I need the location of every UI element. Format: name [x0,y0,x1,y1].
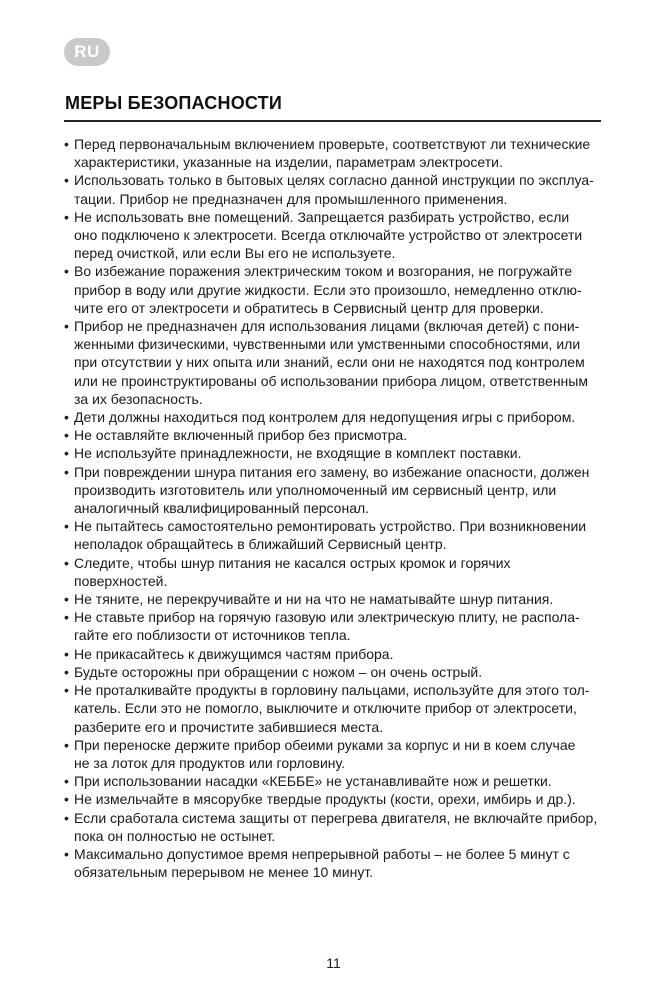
title-underline [64,120,601,122]
safety-rule-text-line: тации. Прибор не предназначен для промышленного применения. [74,190,508,207]
safety-rule-text-line: Не проталкивайте продукты в горловину пальцами, используйте для этого тол- [74,682,590,699]
bullet-icon: • [64,554,69,571]
safety-rule-text-line: Не измельчайте в мясорубке твердые продукты (кости, орехи, имбирь и др.). [74,791,576,808]
safety-rule-text-line: Не используйте принадлежности, не входящие в комплект поставки. [74,445,522,462]
bullet-icon: • [64,682,69,699]
safety-rule-item [64,171,609,207]
safety-rule-text-line: Следите, чтобы шнур питания не касался острых кромок и горячих [74,554,511,571]
bullet-icon: • [64,263,69,280]
safety-rule-item [64,554,609,590]
safety-rule-text-line: пока он полностью не остынет. [74,827,276,844]
bullet-icon: • [64,645,69,662]
safety-rule-text-line: обязательным перерывом не менее 10 минут. [74,864,374,881]
bullet-icon: • [64,172,69,189]
bullet-icon: • [64,845,69,862]
safety-rules-list [64,135,609,881]
safety-rule-text-line: Перед первоначальным включением проверьте, соответствуют ли технические [74,136,591,152]
safety-rule-text-line: оно подключено к электросети. Всегда отключайте устройство от электросети [74,227,583,244]
safety-rule-text-line: Будьте осторожны при обращении с ножом – он очень острый. [74,663,483,680]
bullet-icon: • [64,409,69,426]
bullet-icon: • [64,791,69,808]
safety-rule-text-line: при отсутствии у них опыта или знаний, если они не находятся под контролем [74,354,585,371]
page-number: 11 [326,955,341,971]
safety-rule-item [64,135,609,171]
safety-rule-item [64,517,609,553]
safety-rule-text-line: чите его от электросети и обратитесь в Сервисный центр для проверки. [74,299,544,316]
bullet-icon: • [64,318,69,335]
safety-rule-item [64,262,609,317]
safety-rule-item [64,845,609,881]
safety-rule-item [64,772,609,790]
safety-rule-item [64,408,609,426]
bullet-icon: • [64,773,69,790]
safety-rule-text-line: Не использовать вне помещений. Запрещается разбирать устройство, если [74,208,570,225]
safety-rule-text-line: Не ставьте прибор на горячую газовую или электрическую плиту, не распола- [74,609,580,626]
safety-rule-text-line: за их безопасность. [74,390,203,407]
safety-rule-text-line: Прибор не предназначен для использования лицами (включая детей) с пони- [74,318,580,335]
safety-rule-item [64,681,609,736]
safety-rule-item [64,663,609,681]
safety-rule-text-line: гайте его поблизости от источников тепла. [74,627,351,644]
safety-rule-text-line: разберите его и прочистите забившиеся места. [74,718,384,735]
safety-rule-text-line: аналогичный квалифицированный персонал. [74,500,370,517]
safety-rule-text-line: Дети должны находиться под контролем для недопущения игры с прибором. [74,409,576,426]
safety-rule-item [64,809,609,845]
safety-rule-item [64,463,609,518]
safety-rule-text-line: производить изготовитель или уполномоченный им сервисный центр, или [74,481,557,498]
safety-rule-text-line: Не оставляйте включенный прибор без присмотра. [74,427,408,444]
safety-rule-text-line: прибор в воду или другие жидкости. Если это произошло, немедленно отклю- [74,281,582,298]
safety-rule-text-line: неполадок обращайтесь в ближайший Сервисный центр. [74,536,447,553]
page-title: МЕРЫ БЕЗОПАСНОСТИ [65,93,282,113]
safety-rule-text-line: поверхностей. [74,572,168,589]
safety-rule-item [64,645,609,663]
safety-rule-item [64,790,609,808]
safety-rule-text-line: характеристики, указанные на изделии, параметрам электросети. [74,154,503,171]
bullet-icon: • [64,427,69,444]
safety-rule-item [64,444,609,462]
safety-rule-text-line: или не проинструктированы об использовании прибора лицом, ответственным [74,372,588,389]
safety-rule-text-line: перед очисткой, или если Вы его не используете. [74,245,396,262]
safety-rule-item [64,590,609,608]
safety-rule-item [64,608,609,644]
bullet-icon: • [64,136,69,152]
safety-rule-text-line: Во избежание поражения электрическим током и возгорания, не погружайте [74,263,573,280]
language-badge: RU [64,38,110,66]
bullet-icon: • [64,445,69,462]
safety-rule-text-line: женными физическими, чувственными или умственными способностями, или [74,336,581,353]
safety-rule-item [64,736,609,772]
safety-rule-text-line: Максимально допустимое время непрерывной работы – не более 5 минут с [74,845,570,862]
bullet-icon: • [64,809,69,826]
safety-rule-text-line: не за лоток для продуктов или горловину. [74,754,346,771]
safety-rule-text-line: При переноске держите прибор обеими руками за корпус и ни в коем случае [74,736,576,753]
bullet-icon: • [64,736,69,753]
safety-rule-text-line: При повреждении шнура питания его замену, во избежание опасности, должен [74,463,590,480]
safety-rule-item [64,208,609,263]
safety-rule-text-line: Не тяните, не перекручивайте и ни на что не наматывайте шнур питания. [74,591,554,608]
bullet-icon: • [64,463,69,480]
safety-rule-item [64,426,609,444]
safety-rule-text-line: Не прикасайтесь к движущимся частям прибора. [74,645,394,662]
bullet-icon: • [64,591,69,608]
bullet-icon: • [64,663,69,680]
safety-rule-text-line: Не пытайтесь самостоятельно ремонтировать устройство. При возникновении [74,518,587,535]
safety-rule-text-line: Если сработала система защиты от перегрева двигателя, не включайте прибор, [74,809,598,826]
bullet-icon: • [64,609,69,626]
safety-rule-item [64,317,609,408]
bullet-icon: • [64,518,69,535]
safety-rule-text-line: Использовать только в бытовых целях согласно данной инструкции по эксплуа- [74,172,594,189]
safety-rule-text-line: катель. Если это не помогло, выключите и отключите прибор от электросети, [74,700,577,717]
safety-rule-text-line: При использовании насадки «КЕББЕ» не устанавливайте нож и решетки. [74,773,552,790]
bullet-icon: • [64,208,69,225]
